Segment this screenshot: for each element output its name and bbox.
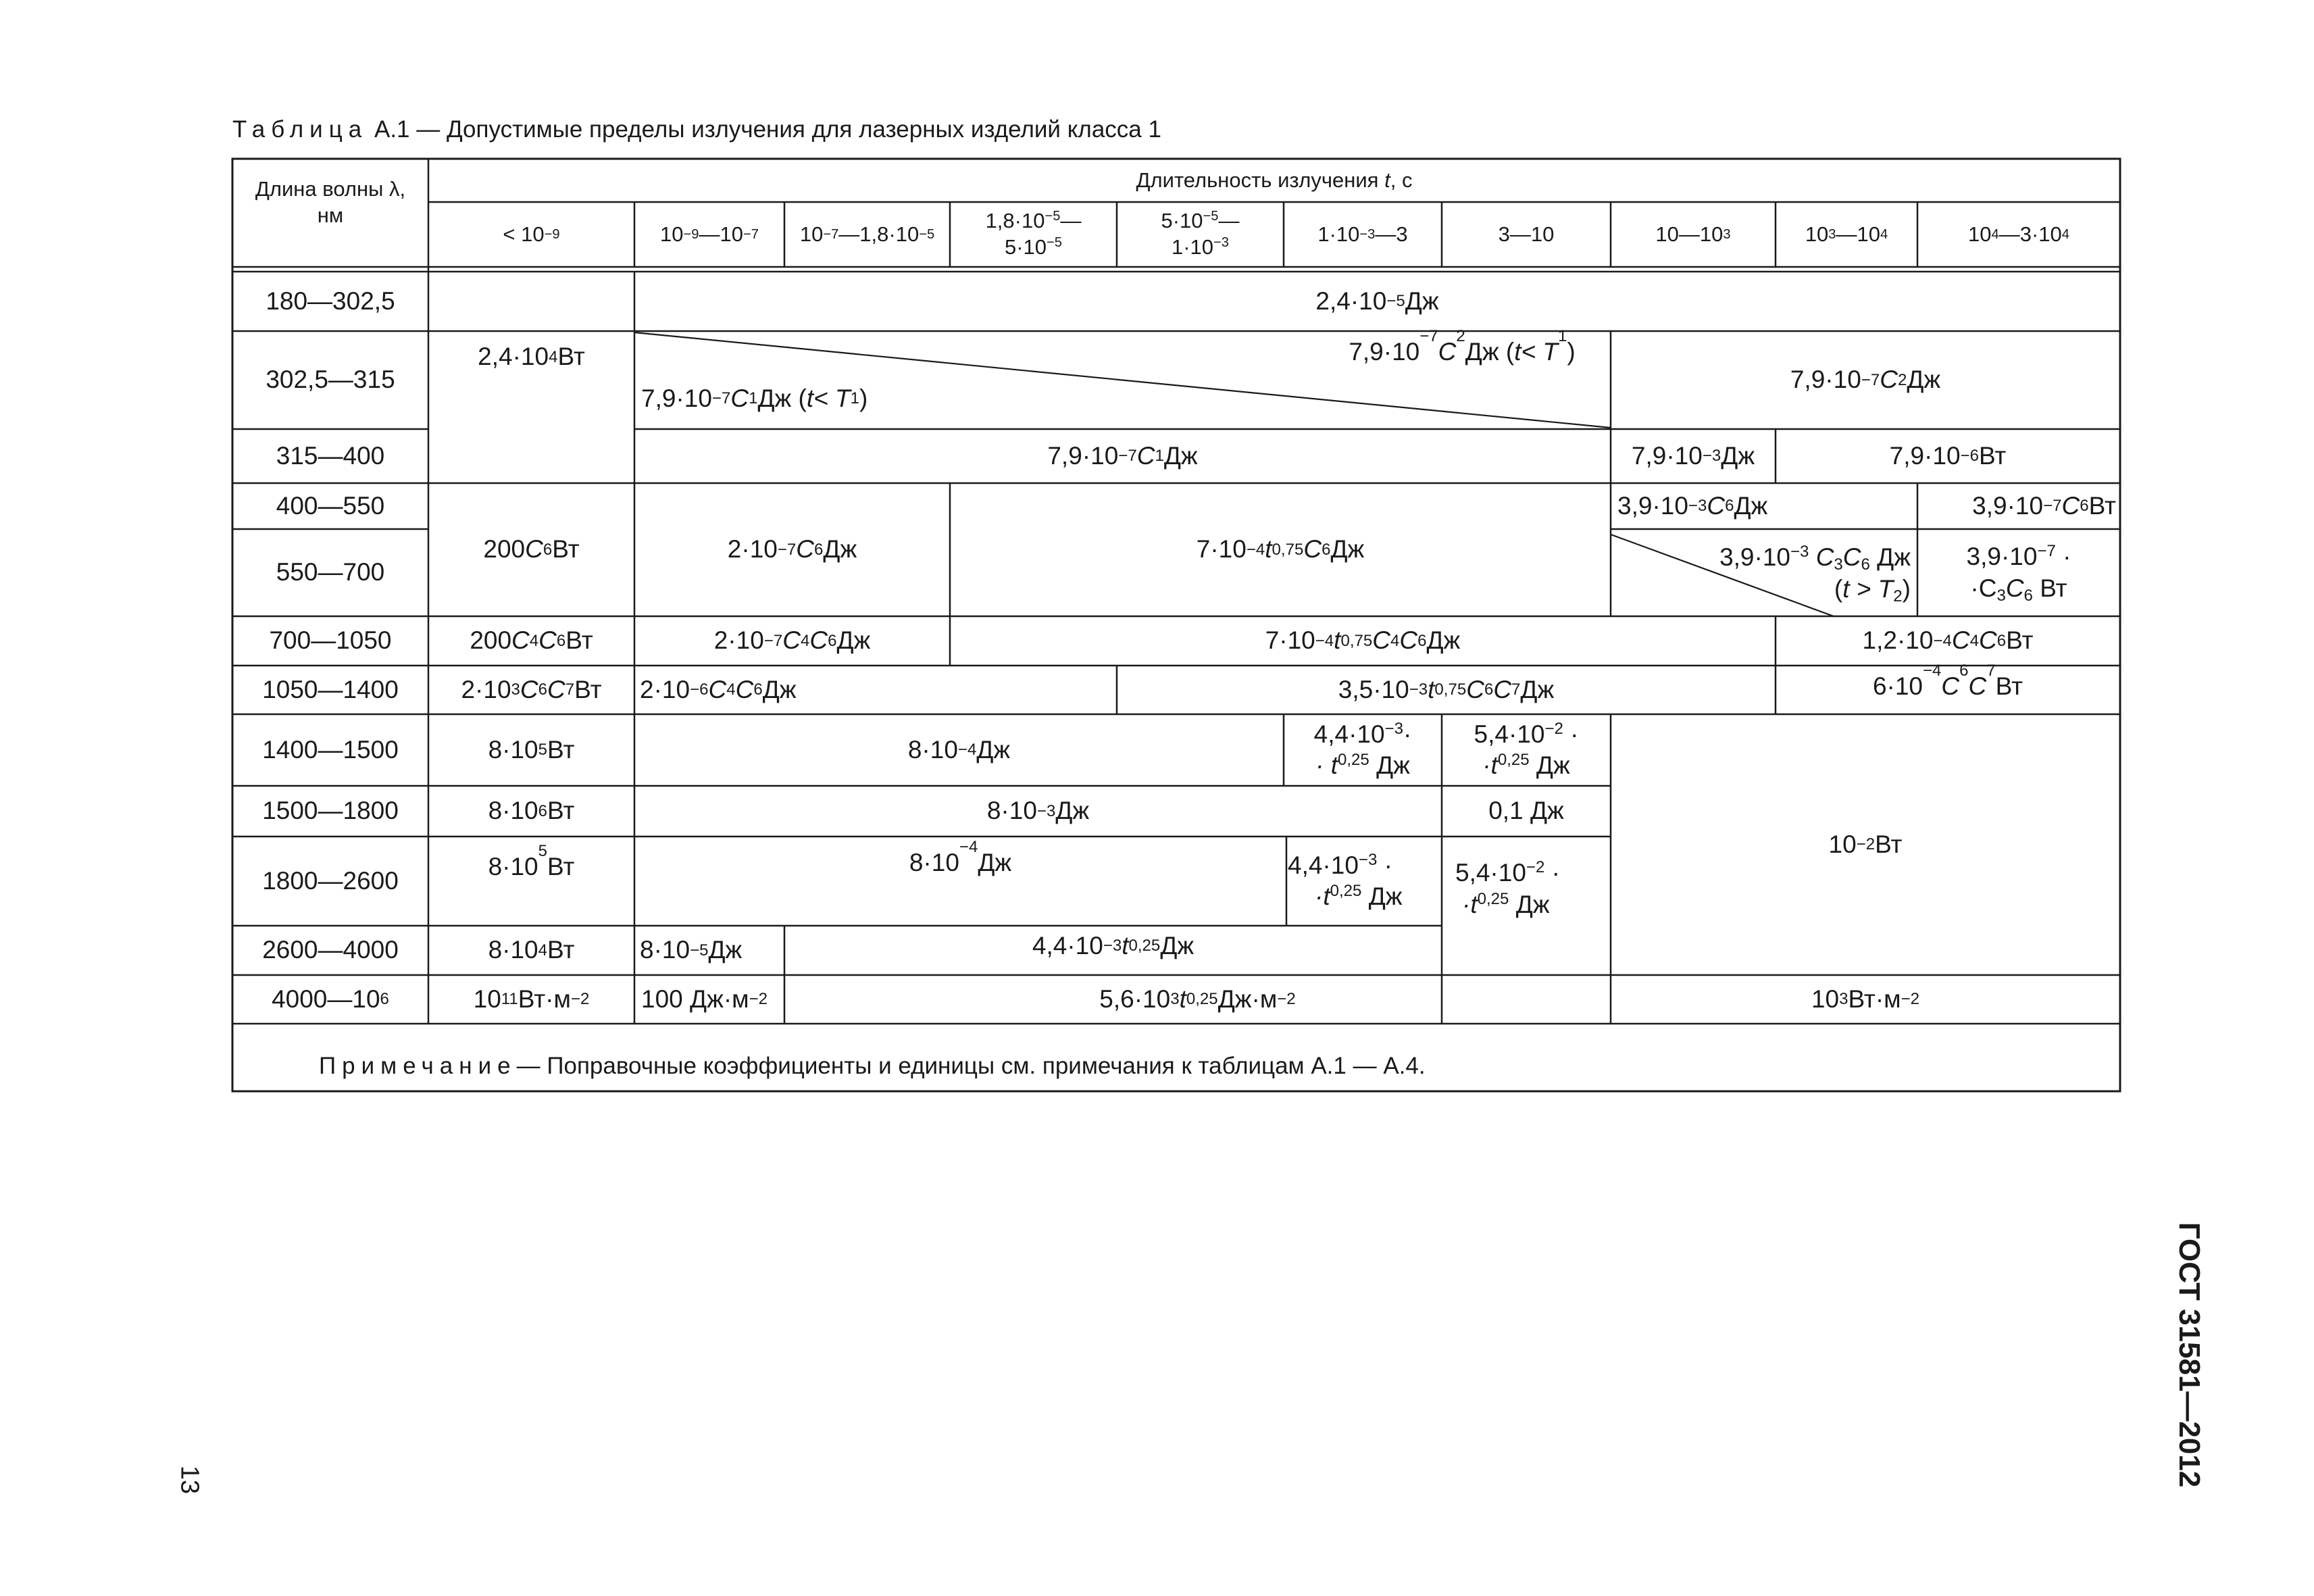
cell-x33: 8·10 −4 Дж bbox=[634, 837, 1286, 926]
x18-i: Дж bbox=[1426, 626, 1461, 655]
row-label-5: 550—700 bbox=[276, 558, 385, 587]
cell-x31: 0,1 Дж bbox=[1488, 797, 1564, 825]
x11-g: Дж bbox=[1330, 535, 1365, 564]
cell-x19: 1,2·10 −4 C 4 C 6 Вт bbox=[1776, 616, 2120, 666]
header-wavelength bbox=[232, 159, 428, 267]
x32-a: 8·10 bbox=[488, 853, 538, 880]
x26-a: 4,4·10 bbox=[1313, 720, 1385, 748]
x17-a: 2·10 bbox=[713, 626, 764, 655]
x15-h: Вт bbox=[2032, 574, 2067, 602]
col4-b: −5 bbox=[1045, 209, 1061, 224]
x4-c: C bbox=[730, 384, 749, 412]
x28-c: Вт bbox=[1875, 830, 1903, 858]
x11-a: 7·10 bbox=[1196, 535, 1247, 564]
x39-a: 10 bbox=[473, 984, 501, 1013]
cell-x18: 7·10 −4 t 0,75 C 4 C 6 Дж bbox=[950, 616, 1776, 666]
col8-a: 10—10 bbox=[1655, 222, 1724, 246]
x13-e: Вт bbox=[2088, 491, 2116, 520]
x15-a: 3,9·10 bbox=[1966, 543, 2038, 571]
x22-g: C bbox=[1493, 675, 1512, 703]
row-label-2: 302,5—315 bbox=[266, 366, 395, 394]
x27-f: Дж bbox=[1529, 751, 1570, 779]
x15-g: 6 bbox=[2023, 586, 2033, 605]
cell-x9: 200 C 6 Вт bbox=[428, 483, 634, 616]
cell-x39: 10 11 Вт·м −2 bbox=[428, 975, 634, 1024]
x15-b: −7 bbox=[2037, 542, 2056, 561]
x14-j: > T bbox=[1849, 574, 1894, 603]
header-col-5 bbox=[1117, 202, 1284, 267]
cell-x24: 8·10 5 Вт bbox=[428, 714, 634, 786]
x19-c: C bbox=[1951, 626, 1970, 655]
x3-e: Дж ( bbox=[1465, 338, 1515, 366]
x42-c: Вт·м bbox=[1848, 984, 1901, 1013]
cell-x16: 200 C 4 C 6 Вт bbox=[428, 616, 634, 666]
x27-e: 0,25 bbox=[1497, 750, 1530, 769]
x40-a: 100 Дж·м bbox=[641, 984, 749, 1013]
x17-e: C bbox=[809, 626, 828, 655]
x16-b: C bbox=[511, 626, 530, 655]
x20-a: 2·10 bbox=[461, 675, 511, 703]
col1-a: < 10 bbox=[503, 222, 545, 246]
x41-a: 5,6·10 bbox=[1099, 984, 1171, 1013]
col2-c: —10 bbox=[699, 222, 743, 246]
caption-prefix: Таблица bbox=[232, 116, 368, 143]
table-note bbox=[232, 1041, 2120, 1091]
x22-e: C bbox=[1466, 675, 1484, 703]
x39-c: Вт·м bbox=[518, 984, 571, 1013]
x25-c: Дж bbox=[976, 735, 1011, 764]
caption-text: А.1 — Допустимые пределы излучения для лазерных изделий класса 1 bbox=[374, 116, 1161, 143]
cell-x36: 8·10 4 Вт bbox=[428, 926, 634, 975]
x9-a: 200 bbox=[483, 535, 526, 564]
row-label-7: 1050—1400 bbox=[262, 675, 399, 703]
x24-a: 8·10 bbox=[488, 735, 538, 764]
x4-a: 7,9·10 bbox=[641, 384, 712, 412]
x22-i: Дж bbox=[1520, 675, 1555, 703]
note-prefix: Примечание bbox=[319, 1052, 517, 1079]
col5-c: — bbox=[1218, 209, 1240, 233]
col5-b: −5 bbox=[1203, 209, 1219, 224]
x23-a: 6·10 bbox=[1872, 672, 1923, 700]
cell-x23: 6·10 −4 C 6 C 7 Вт bbox=[1776, 666, 2120, 714]
x1-c: Вт bbox=[557, 343, 585, 371]
cell-x5: 7,9·10 −7 C 2 Дж bbox=[1611, 331, 2120, 429]
page-number bbox=[172, 1460, 206, 1500]
col2-a: 10 bbox=[660, 222, 684, 246]
x25-a: 8·10 bbox=[907, 735, 958, 764]
cell-x8: 7,9·10 −6 Вт bbox=[1776, 429, 2120, 483]
x35-b: −2 bbox=[1526, 858, 1545, 877]
x3-g: < T bbox=[1521, 338, 1558, 366]
header-col-3: 10 −7 —1,8·10 −5 bbox=[784, 202, 950, 267]
x27-b: −2 bbox=[1544, 719, 1563, 738]
header-col-6: 1·10 −3 —3 bbox=[1284, 202, 1442, 267]
x13-c: C bbox=[2061, 491, 2080, 520]
x19-a: 1,2·10 bbox=[1862, 626, 1934, 655]
x6-a: 7,9·10 bbox=[1047, 441, 1119, 470]
x14-c: C bbox=[1809, 543, 1834, 572]
x20-c: C bbox=[520, 675, 538, 703]
row-label-11: 2600—4000 bbox=[262, 936, 399, 964]
x17-c: C bbox=[782, 626, 801, 655]
x29-c: Вт bbox=[547, 797, 575, 825]
header-col-1: < 10 −9 bbox=[428, 202, 634, 267]
x4-g: < T bbox=[813, 384, 851, 412]
x3-i: ) bbox=[1567, 338, 1576, 366]
x16-a: 200 bbox=[470, 626, 512, 655]
col10-c: —3·10 bbox=[1998, 222, 2062, 246]
x11-e: C bbox=[1303, 535, 1322, 564]
x9-b: C bbox=[525, 535, 543, 564]
cell-x12: 3,9·10 −3 C 6 Дж bbox=[1611, 483, 1917, 529]
x24-c: Вт bbox=[547, 735, 575, 764]
x14-e: C bbox=[1842, 543, 1861, 572]
cell-x42: 10 3 Вт·м −2 bbox=[1611, 975, 2120, 1024]
cell-x41: 5,6·10 3 t 0,25 Дж·м −2 bbox=[784, 975, 1611, 1024]
header-duration bbox=[428, 159, 2120, 202]
cell-x11: 7·10 −4 t 0,75 C 6 Дж bbox=[950, 483, 1611, 616]
x19-g: Вт bbox=[2006, 626, 2034, 655]
x35-d: ·t bbox=[1462, 890, 1478, 918]
x26-d: · t bbox=[1315, 751, 1338, 779]
x18-e: C bbox=[1372, 626, 1390, 655]
x10-e: Дж bbox=[823, 535, 857, 564]
row-label-10: 1800—2600 bbox=[262, 866, 399, 895]
x4-f: t bbox=[806, 384, 814, 412]
x26-c: · bbox=[1403, 720, 1412, 748]
cell-x6: 7,9·10 −7 C 1 Дж bbox=[634, 429, 1611, 483]
header-duration-var: t bbox=[1384, 168, 1390, 192]
x2-c: Дж bbox=[1405, 286, 1439, 315]
col5-d: 1·10 bbox=[1171, 235, 1214, 259]
x9-d: Вт bbox=[552, 535, 580, 564]
x2-a: 2,4·10 bbox=[1315, 286, 1387, 315]
cell-x26 bbox=[1284, 714, 1442, 786]
header-duration-label: Длительность излучения bbox=[1136, 168, 1379, 192]
x3-a: 7,9·10 bbox=[1349, 338, 1420, 366]
x37-a: 8·10 bbox=[640, 936, 690, 964]
x20-e: C bbox=[547, 675, 565, 703]
x42-a: 10 bbox=[1811, 984, 1840, 1013]
cell-x17: 2·10 −7 C 4 C 6 Дж bbox=[634, 616, 950, 666]
row-label-12: 4000—10 6 bbox=[232, 975, 428, 1024]
x4-e: Дж ( bbox=[757, 384, 807, 412]
row-label-9: 1500—1800 bbox=[262, 797, 399, 825]
x15-f: C bbox=[2005, 574, 2024, 602]
x34-d: ·t bbox=[1315, 882, 1330, 910]
x34-c: · bbox=[1377, 851, 1392, 879]
x16-d: C bbox=[538, 626, 557, 655]
x17-g: Дж bbox=[836, 626, 871, 655]
header-col-9: 10 3 —10 4 bbox=[1776, 202, 1917, 267]
x20-g: Вт bbox=[574, 675, 602, 703]
cell-x15 bbox=[1917, 529, 2120, 616]
x10-a: 2·10 bbox=[727, 535, 778, 564]
x13-a: 3,9·10 bbox=[1972, 491, 2044, 520]
x30-c: Дж bbox=[1055, 797, 1090, 825]
header-col-4 bbox=[950, 202, 1117, 267]
col3-a: 10 bbox=[799, 222, 824, 246]
col4-d: 5·10 bbox=[1004, 235, 1047, 259]
x6-e: Дж bbox=[1163, 441, 1198, 470]
row12-a: 4000—10 bbox=[272, 984, 380, 1013]
x8-c: Вт bbox=[1978, 441, 2007, 470]
x22-a: 3,5·10 bbox=[1338, 675, 1409, 703]
x23-e: C bbox=[1968, 672, 1987, 700]
cell-x35 bbox=[1442, 837, 1611, 975]
cell-x29: 8·10 6 Вт bbox=[428, 786, 634, 837]
x18-g: C bbox=[1399, 626, 1418, 655]
x12-e: Дж bbox=[1734, 491, 1768, 520]
col6-c: —3 bbox=[1375, 222, 1408, 246]
row-label-4: 400—550 bbox=[276, 491, 385, 520]
x12-a: 3,9·10 bbox=[1617, 491, 1688, 520]
col9-a: 10 bbox=[1805, 222, 1829, 246]
cell-x32: 8·10 5 Вт bbox=[428, 837, 634, 926]
header-col-7 bbox=[1442, 202, 1611, 267]
x37-c: Дж bbox=[708, 936, 743, 964]
row-label-6: 700—1050 bbox=[269, 626, 392, 655]
x14-f: 6 bbox=[1861, 555, 1870, 574]
cell-x13: 3,9·10 −7 C 6 Вт bbox=[1917, 483, 2120, 529]
x7-a: 7,9·10 bbox=[1631, 441, 1703, 470]
cell-x25: 8·10 −4 Дж bbox=[634, 714, 1284, 786]
cell-x3: 7,9·10 −7 C 2 Дж ( t < T 1 ) bbox=[1313, 331, 1611, 378]
col5-e: −3 bbox=[1213, 234, 1229, 250]
emission-limits-table bbox=[232, 159, 2120, 1091]
standard-code: ГОСТ 31581—2012 bbox=[2173, 1222, 2206, 1488]
x11-c: t bbox=[1265, 535, 1272, 564]
col4-c: — bbox=[1060, 209, 1082, 233]
x4-i: ) bbox=[859, 384, 868, 412]
x26-e: 0,25 bbox=[1337, 750, 1369, 769]
col4-a: 1,8·10 bbox=[985, 209, 1045, 233]
header-col-2: 10 −9 —10 −7 bbox=[634, 202, 784, 267]
page-number-text: 13 bbox=[175, 1465, 204, 1495]
col9-c: —10 bbox=[1836, 222, 1880, 246]
x14-g: Дж bbox=[1869, 543, 1911, 572]
cell-x22: 3,5·10 −3 t 0,75 C 6 C 7 Дж bbox=[1117, 666, 1776, 714]
x29-a: 8·10 bbox=[488, 797, 538, 825]
x22-c: t bbox=[1428, 675, 1435, 703]
x36-c: Вт bbox=[547, 936, 575, 964]
x34-b: −3 bbox=[1358, 850, 1378, 869]
x35-f: Дж bbox=[1509, 890, 1550, 918]
cell-x37: 8·10 −5 Дж bbox=[634, 926, 784, 975]
x10-c: C bbox=[796, 535, 815, 564]
cell-x7: 7,9·10 −3 Дж bbox=[1611, 429, 1776, 483]
x14-k: 2 bbox=[1893, 587, 1903, 605]
x27-a: 5,4·10 bbox=[1474, 720, 1545, 748]
x14-i: t bbox=[1842, 574, 1850, 603]
header-col-8: 10—10 3 bbox=[1611, 202, 1776, 267]
header-wavelength-line2: нм bbox=[317, 203, 344, 227]
x35-a: 5,4·10 bbox=[1455, 859, 1526, 887]
x23-g: Вт bbox=[1995, 672, 2023, 700]
x27-d: ·t bbox=[1482, 751, 1498, 779]
col3-c: —1,8·10 bbox=[838, 222, 920, 246]
col6-a: 1·10 bbox=[1317, 222, 1360, 246]
row-label-8: 1400—1500 bbox=[262, 735, 399, 764]
x38-c: t bbox=[1122, 931, 1129, 959]
x8-a: 7,9·10 bbox=[1889, 441, 1961, 470]
cell-x14 bbox=[1692, 530, 1917, 616]
cell-x2: 2,4·10 −5 Дж bbox=[634, 272, 2120, 331]
x14-h: ( bbox=[1834, 574, 1843, 603]
cell-x34 bbox=[1286, 837, 1442, 926]
x34-e: 0,25 bbox=[1330, 881, 1362, 900]
x3-f: t bbox=[1514, 338, 1521, 366]
note-text: — Поправочные коэффициенты и единицы см. примечания к таблицам А.1 — А.4. bbox=[516, 1052, 1426, 1079]
col10-a: 10 bbox=[1968, 222, 1992, 246]
x14-b: −3 bbox=[1790, 543, 1809, 562]
x33-c: Дж bbox=[978, 849, 1012, 876]
col7-a: 3—10 bbox=[1498, 222, 1555, 246]
cell-x28: 10 −2 Вт bbox=[1611, 714, 2120, 975]
x26-f: Дж bbox=[1369, 751, 1410, 779]
x26-b: −3 bbox=[1384, 719, 1403, 738]
x12-c: C bbox=[1707, 491, 1726, 520]
x6-c: C bbox=[1136, 441, 1155, 470]
x21-c: C bbox=[708, 675, 727, 703]
x27-c: · bbox=[1563, 720, 1579, 748]
row-label-1: 180—302,5 bbox=[266, 286, 395, 315]
x23-c: C bbox=[1941, 672, 1960, 700]
x14-a: 3,9·10 bbox=[1719, 543, 1790, 572]
x41-c: t bbox=[1179, 984, 1186, 1013]
x21-a: 2·10 bbox=[640, 675, 690, 703]
x30-a: 8·10 bbox=[986, 797, 1037, 825]
x15-d: ·C bbox=[1970, 574, 1997, 602]
x21-e: C bbox=[735, 675, 754, 703]
cell-x30: 8·10 −3 Дж bbox=[634, 786, 1442, 837]
x34-a: 4,4·10 bbox=[1288, 851, 1359, 879]
x18-c: t bbox=[1334, 626, 1341, 655]
x35-c: · bbox=[1544, 859, 1560, 887]
row-label-3: 315—400 bbox=[276, 441, 385, 470]
x14-l: ) bbox=[1902, 574, 1911, 603]
x15-c: · bbox=[2055, 543, 2071, 571]
cell-x38: 4,4·10 −3 t 0,25 Дж bbox=[784, 926, 1442, 966]
col5-a: 5·10 bbox=[1161, 209, 1203, 233]
cell-x10: 2·10 −7 C 6 Дж bbox=[634, 483, 950, 616]
x36-a: 8·10 bbox=[488, 936, 538, 964]
x14-d: 3 bbox=[1834, 555, 1843, 574]
cell-x20: 2·10 3 C 6 C 7 Вт bbox=[428, 666, 634, 714]
x33-a: 8·10 bbox=[909, 849, 959, 876]
x35-e: 0,25 bbox=[1477, 889, 1509, 908]
header-col-10: 10 4 —3·10 4 bbox=[1917, 202, 2120, 267]
x21-g: Дж bbox=[762, 675, 797, 703]
cell-x4: 7,9·10 −7 C 1 Дж ( t < T 1 ) bbox=[634, 375, 972, 422]
x18-a: 7·10 bbox=[1265, 626, 1315, 655]
x5-e: Дж bbox=[1907, 366, 1941, 394]
x38-e: Дж bbox=[1160, 931, 1194, 959]
x38-a: 4,4·10 bbox=[1032, 931, 1103, 959]
x16-f: Вт bbox=[565, 626, 593, 655]
cell-x40: 100 Дж·м −2 bbox=[634, 975, 784, 1024]
x19-e: C bbox=[1978, 626, 1997, 655]
header-duration-unit: , с bbox=[1390, 168, 1413, 192]
side-standard-label bbox=[2169, 1222, 2209, 1488]
cell-x27 bbox=[1442, 714, 1611, 786]
col4-e: −5 bbox=[1047, 234, 1062, 250]
x28-a: 10 bbox=[1828, 830, 1857, 858]
cell-x21: 2·10 −6 C 4 C 6 Дж bbox=[634, 666, 1117, 714]
x5-c: C bbox=[1880, 366, 1898, 394]
cell-x1: 2,4·10 4 Вт bbox=[428, 272, 634, 483]
x41-e: Дж·м bbox=[1217, 984, 1278, 1013]
x3-c: C bbox=[1438, 338, 1457, 366]
x32-c: Вт bbox=[547, 853, 575, 880]
header-wavelength-line1: Длина волны λ, bbox=[255, 177, 406, 201]
table-caption bbox=[232, 116, 1161, 143]
x34-f: Дж bbox=[1361, 882, 1403, 910]
x5-a: 7,9·10 bbox=[1790, 366, 1861, 394]
x15-e: 3 bbox=[1996, 586, 2006, 605]
x1-a: 2,4·10 bbox=[478, 343, 549, 371]
x7-c: Дж bbox=[1721, 441, 1755, 470]
